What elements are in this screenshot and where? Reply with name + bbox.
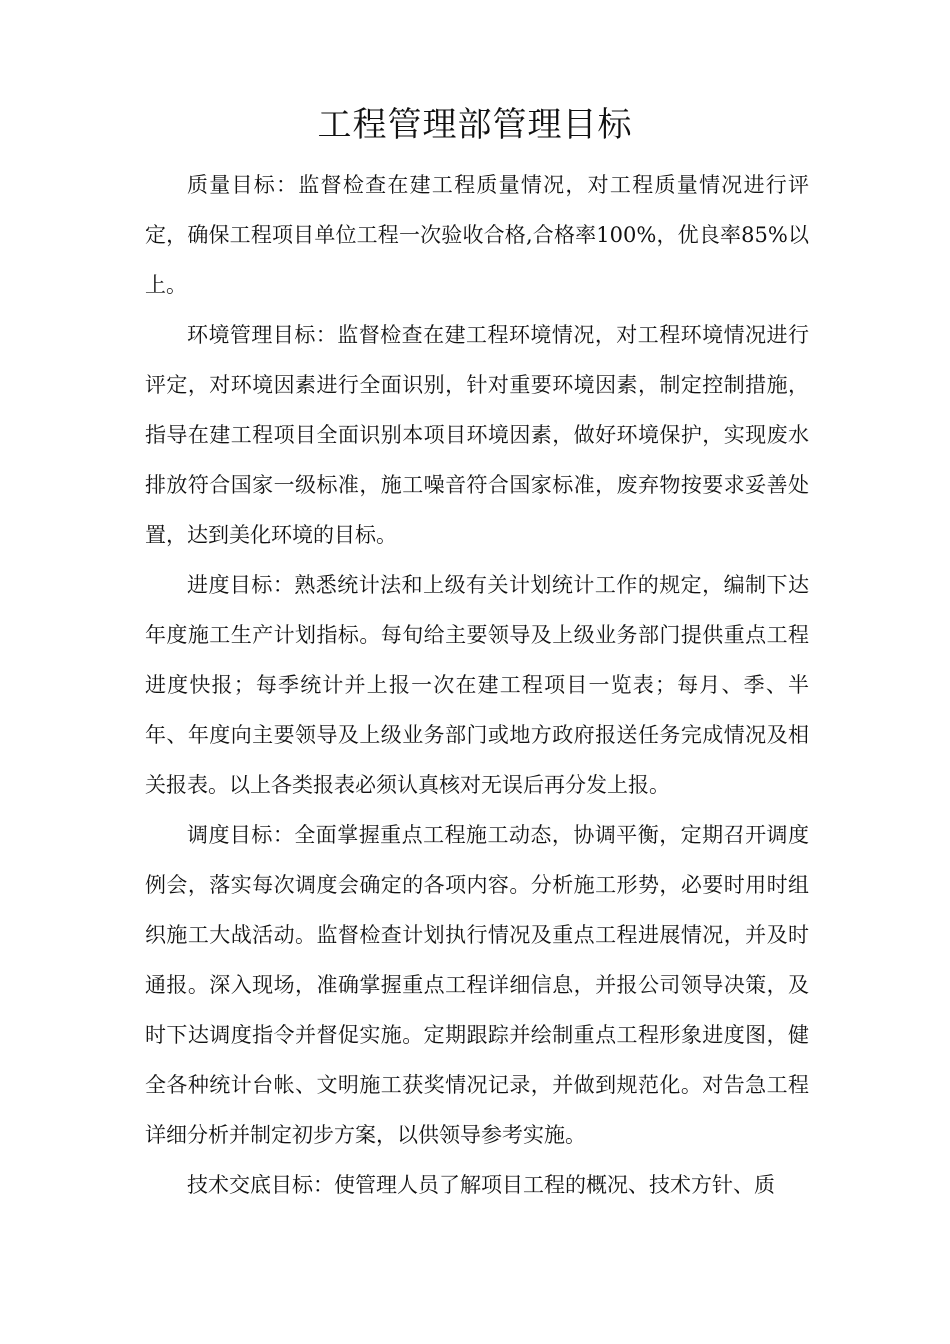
paragraph-schedule-goal: 进度目标：熟悉统计法和上级有关计划统计工作的规定，编制下达年度施工生产计划指标。每旬给主要领导及上级业务部门提供重点工程进度快报；每季统计并上报一次在建工程项目一览表；每月、季、半年、年度向主要领导及上级业务部门或地方政府报送任务完成情况及相关报表。以上各类报表必须认真核对无误后再分发上报。 xyxy=(145,573,809,797)
paragraph-dispatch-goal: 调度目标：全面掌握重点工程施工动态，协调平衡，定期召开调度例会，落实每次调度会确定的各项内容。分析施工形势，必要时用时组织施工大战活动。监督检查计划执行情况及重点工程进展情况，并及时通报。深入现场，准确掌握重点工程详细信息，并报公司领导决策，及时下达调度指令并督促实施。定期跟踪并绘制重点工程形象进度图，健全各种统计台帐、文明施工获奖情况记录，并做到规范化。对告急工程详细分析并制定初步方案，以供领导参考实施。 xyxy=(145,823,809,1147)
paragraph-environment-goal: 环境管理目标：监督检查在建工程环境情况，对工程环境情况进行评定，对环境因素进行全面识别，针对重要环境因素，制定控制措施，指导在建工程项目全面识别本项目环境因素，做好环境保护，实现废水排放符合国家一级标准，施工噪音符合国家标准，废弃物按要求妥善处置，达到美化环境的目标。 xyxy=(145,323,809,547)
document-title: 工程管理部管理目标 xyxy=(317,105,633,145)
paragraph-technical-briefing-goal: 技术交底目标：使管理人员了解项目工程的概况、技术方针、质 xyxy=(187,1173,775,1197)
paragraph-quality-goal: 质量目标：监督检查在建工程质量情况，对工程质量情况进行评定，确保工程项目单位工程一次验收合格,合格率100%，优良率85%以上。 xyxy=(145,173,809,297)
document-body xyxy=(145,160,809,1210)
